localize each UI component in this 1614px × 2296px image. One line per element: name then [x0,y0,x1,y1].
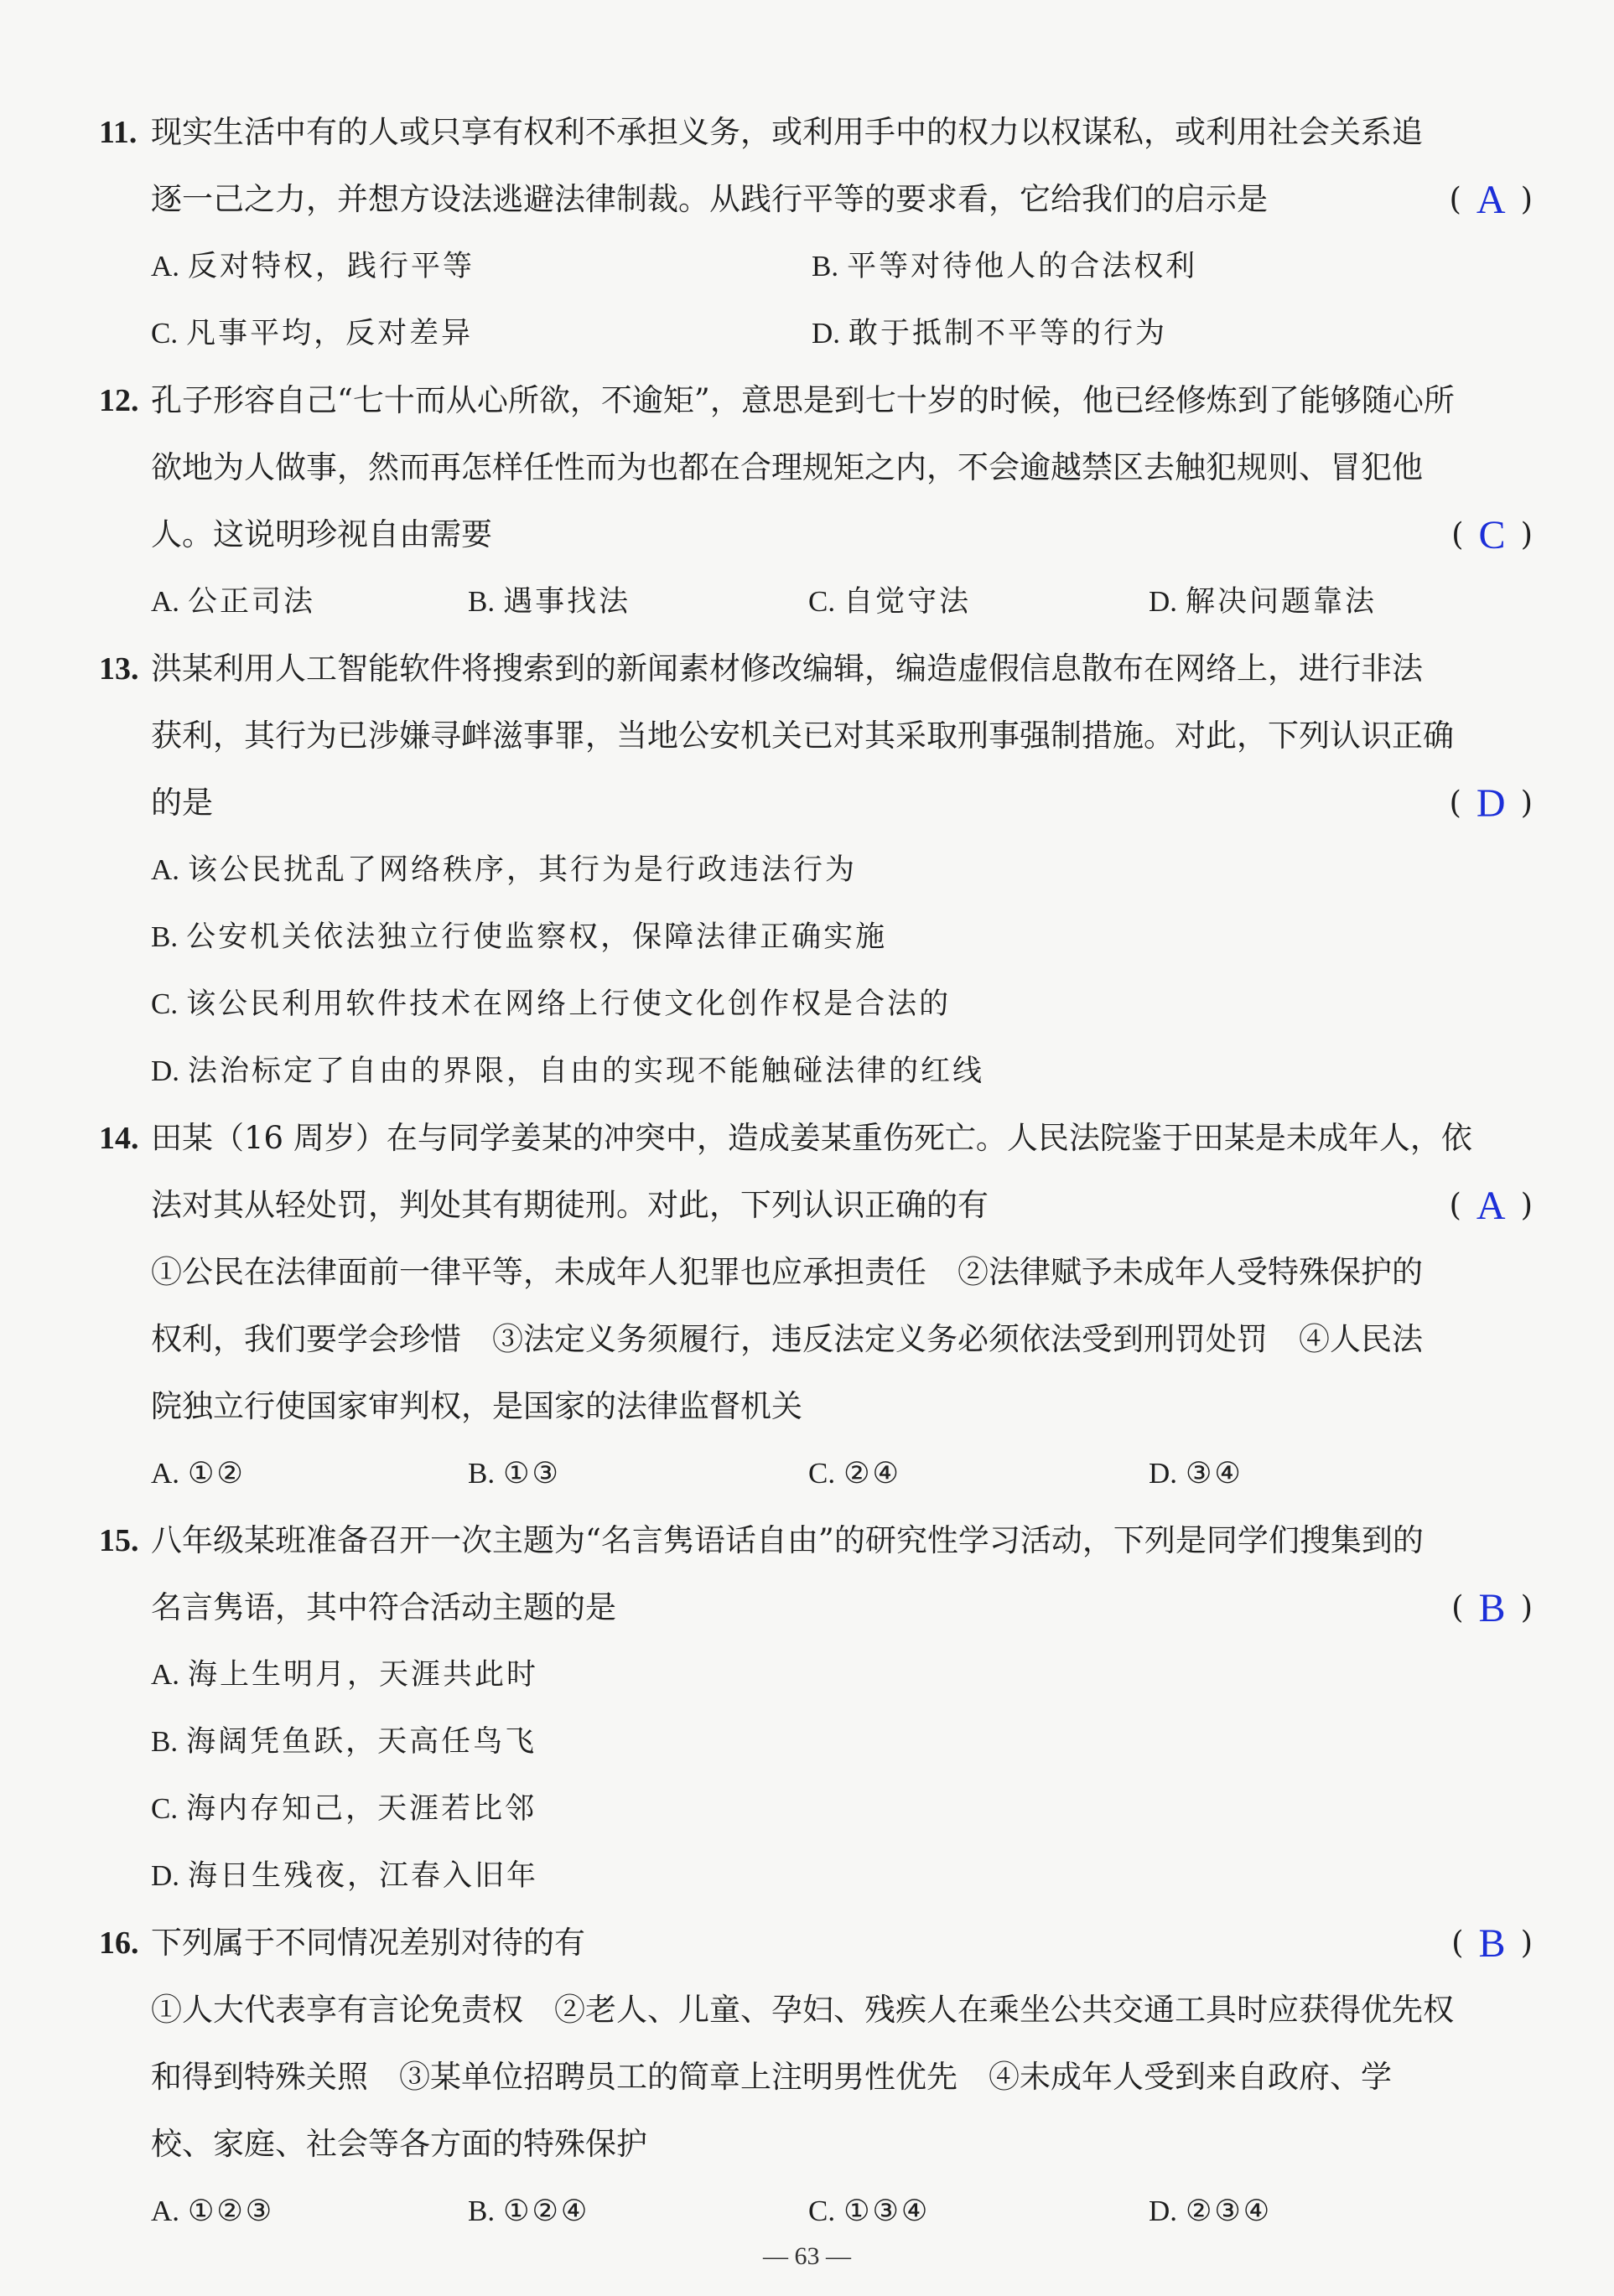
option-c: C. ①③④ [808,2195,931,2228]
answer-bracket: ( B ) [1451,1921,1533,1966]
option-b: B. 公安机关依法独立行使监察权，保障法律正确实施 [151,920,888,954]
answer-letter: B [1478,1586,1506,1630]
question-text: 孔子形容自己“七十而从心所欲，不逾矩”，意思是到七十岁的时候，他已经修炼到了能够随心所 [151,382,1455,418]
question-stem-line [99,99,1533,166]
option-a: A. 海上生明月，天涯共此时 [151,1658,539,1692]
question-number: 11. [99,115,138,150]
question-text: 下列属于不同情况差别对待的有 [151,1925,585,1961]
option-a: A. 公正司法 [151,585,316,619]
option-a: A. ①②③ [151,2195,275,2228]
question-16 [99,1910,1533,2245]
answer-bracket: ( D ) [1449,781,1533,826]
question-stem-line [99,434,1533,501]
option-a: A. 反对特权，践行平等 [151,250,475,283]
option-d: D. 法治标定了自由的界限，自由的实现不能触碰法律的红线 [151,1055,985,1088]
statement-line: ①人大代表享有言论免责权 ②老人、儿童、孕妇、残疾人在乘坐公共交通工具时应获得优先权 [151,1992,1454,2028]
question-stem-line [99,635,1533,702]
options-row [99,2178,1533,2245]
option-d: D. 海日生残夜，江春入旧年 [151,1859,539,1893]
option-b: B. 海阔凭鱼跃，天高任鸟飞 [151,1725,537,1759]
options-row [99,233,1533,300]
page-number: — 63 — [763,2242,851,2270]
option-d: D. ②③④ [1149,2195,1273,2228]
question-12 [99,367,1533,635]
option-b: B. 平等对待他人的合法权利 [812,250,1198,283]
statement-line: 校、家庭、社会等各方面的特殊保护 [151,2126,647,2162]
question-text: 的是 [151,785,213,821]
options-row [99,1440,1533,1507]
question-text: 洪某利用人工智能软件将搜索到的新闻素材修改编辑，编造虚假信息散布在网络上，进行非法 [151,650,1423,687]
question-stem-line [99,367,1533,434]
answer-letter: A [1476,178,1506,222]
question-stem-line [99,1172,1533,1239]
question-text: 法对其从轻处罚，判处其有期徒刑。对此，下列认识正确的有 [151,1187,989,1223]
question-number: 15. [99,1523,139,1558]
answer-bracket: ( A ) [1449,178,1533,222]
question-13 [99,635,1533,1105]
question-text: 欲地为人做事，然而再怎样任性而为也都在合理规矩之内，不会逾越禁区去触犯规则、冒犯他 [151,449,1423,485]
options-row [99,568,1533,635]
option-d: D. 敢于抵制不平等的行为 [812,317,1168,350]
option-a: A. ①② [151,1457,246,1490]
question-number: 13. [99,651,139,687]
question-text: 现实生活中有的人或只享有权利不承担义务，或利用手中的权力以权谋私，或利用社会关系追 [151,114,1423,150]
question-stem-line [99,501,1533,568]
question-text: 名言隽语，其中符合活动主题的是 [151,1589,616,1625]
option-c: C. 凡事平均，反对差异 [151,317,474,350]
question-stem-line [99,702,1533,770]
question-14 [99,1105,1533,1507]
question-text: 获利，其行为已涉嫌寻衅滋事罪，当地公安机关已对其采取刑事强制措施。对此，下列认识正确 [151,718,1454,754]
question-stem-line [99,1910,1533,1977]
statement-line: 权利，我们要学会珍惜 ③法定义务须履行，违反法定义务必须依法受到刑罚处罚 ④人民法 [151,1321,1423,1357]
answer-letter: A [1476,1184,1506,1228]
option-c: C. 该公民利用软件技术在网络上行使文化创作权是合法的 [151,987,952,1021]
statement-line: 和得到特殊关照 ③某单位招聘员工的简章上注明男性优先 ④未成年人受到来自政府、学 [151,2059,1392,2095]
question-11 [99,99,1533,367]
option-b: B. ①③ [468,1457,561,1490]
question-text: 田某（16 周岁）在与同学姜某的冲突中，造成姜某重伤死亡。人民法院鉴于田某是未成年人，依 [151,1120,1472,1156]
option-a: A. 该公民扰乱了网络秩序，其行为是行政违法行为 [151,853,858,887]
question-stem-line [99,166,1533,233]
question-number: 16. [99,1925,139,1961]
options-row [99,300,1533,367]
answer-bracket: ( A ) [1449,1184,1533,1228]
option-c: C. 海内存知己，天涯若比邻 [151,1792,537,1826]
option-d: D. ③④ [1149,1457,1243,1490]
question-stem-line [99,1507,1533,1574]
answer-letter: C [1478,513,1506,557]
option-b: B. ①②④ [468,2195,590,2228]
question-stem-line [99,1574,1533,1641]
statement-line: 院独立行使国家审判权，是国家的法律监督机关 [151,1388,802,1424]
question-number: 12. [99,383,139,418]
option-c: C. ②④ [808,1457,901,1490]
option-c: C. 自觉守法 [808,585,972,619]
question-stem-line [99,770,1533,837]
question-text: 逐一己之力，并想方设法逃避法律制裁。从践行平等的要求看，它给我们的启示是 [151,181,1268,217]
answer-bracket: ( B ) [1451,1586,1533,1630]
question-text: 人。这说明珍视自由需要 [151,516,492,552]
answer-letter: B [1478,1921,1506,1966]
question-15 [99,1507,1533,1910]
option-b: B. 遇事找法 [468,585,631,619]
answer-letter: D [1476,781,1506,826]
question-text: 八年级某班准备召开一次主题为“名言隽语话自由”的研究性学习活动，下列是同学们搜集到的 [151,1522,1424,1558]
option-d: D. 解决问题靠法 [1149,585,1378,619]
question-number: 14. [99,1121,139,1156]
statement-line: ①公民在法律面前一律平等，未成年人犯罪也应承担责任 ②法律赋予未成年人受特殊保护的 [151,1254,1423,1290]
answer-bracket: ( C ) [1451,513,1533,557]
question-stem-line [99,1105,1533,1172]
